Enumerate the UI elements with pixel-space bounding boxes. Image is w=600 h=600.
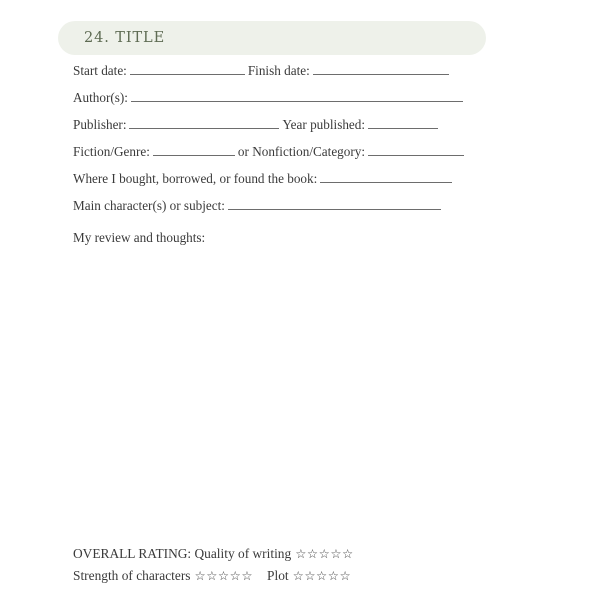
start-date-label: Start date: xyxy=(73,63,127,78)
finish-date-input[interactable] xyxy=(313,63,449,75)
review-label: My review and thoughts: xyxy=(73,230,206,245)
authors-input[interactable] xyxy=(131,90,463,102)
strength-of-characters-stars[interactable]: ☆☆☆☆☆ xyxy=(194,568,254,583)
authors-label: Author(s): xyxy=(73,90,128,105)
strength-of-characters-label: Strength of characters xyxy=(73,568,191,583)
plot-group xyxy=(267,568,351,584)
fiction-genre-label: Fiction/Genre: xyxy=(73,144,150,159)
row-review xyxy=(73,230,473,257)
row-main-character xyxy=(73,198,473,225)
or-nonfiction-label: or Nonfiction/Category: xyxy=(237,144,366,159)
main-character-label: Main character(s) or subject: xyxy=(73,198,225,213)
title-banner xyxy=(58,21,486,55)
row-where-found xyxy=(73,171,473,198)
where-found-label: Where I bought, borrowed, or found the book: xyxy=(73,171,318,186)
page-title: 24. TITLE xyxy=(84,30,166,46)
start-date-input[interactable] xyxy=(130,63,245,75)
overall-rating-label: OVERALL RATING: Quality of writing xyxy=(73,546,292,561)
plot-stars[interactable]: ☆☆☆☆☆ xyxy=(292,568,352,583)
where-found-input[interactable] xyxy=(320,171,452,183)
row-dates xyxy=(73,63,473,90)
publisher-label: Publisher: xyxy=(73,117,127,132)
book-entry-form xyxy=(73,63,473,257)
review-writing-area[interactable] xyxy=(73,270,473,530)
row-publisher xyxy=(73,117,473,144)
row-authors xyxy=(73,90,473,117)
quality-of-writing-stars[interactable]: ☆☆☆☆☆ xyxy=(295,546,354,561)
rating-line-characters-plot xyxy=(73,568,493,590)
row-genre xyxy=(73,144,473,171)
fiction-genre-input[interactable] xyxy=(153,144,235,156)
plot-label: Plot xyxy=(267,568,289,583)
rating-line-quality xyxy=(73,546,493,568)
year-published-label: Year published: xyxy=(282,117,366,132)
main-character-input[interactable] xyxy=(228,198,441,210)
publisher-input[interactable] xyxy=(129,117,279,129)
finish-date-label: Finish date: xyxy=(247,63,310,78)
nonfiction-category-input[interactable] xyxy=(368,144,464,156)
overall-rating-block xyxy=(73,546,493,590)
year-published-input[interactable] xyxy=(368,117,438,129)
strength-of-characters-group xyxy=(73,568,253,584)
